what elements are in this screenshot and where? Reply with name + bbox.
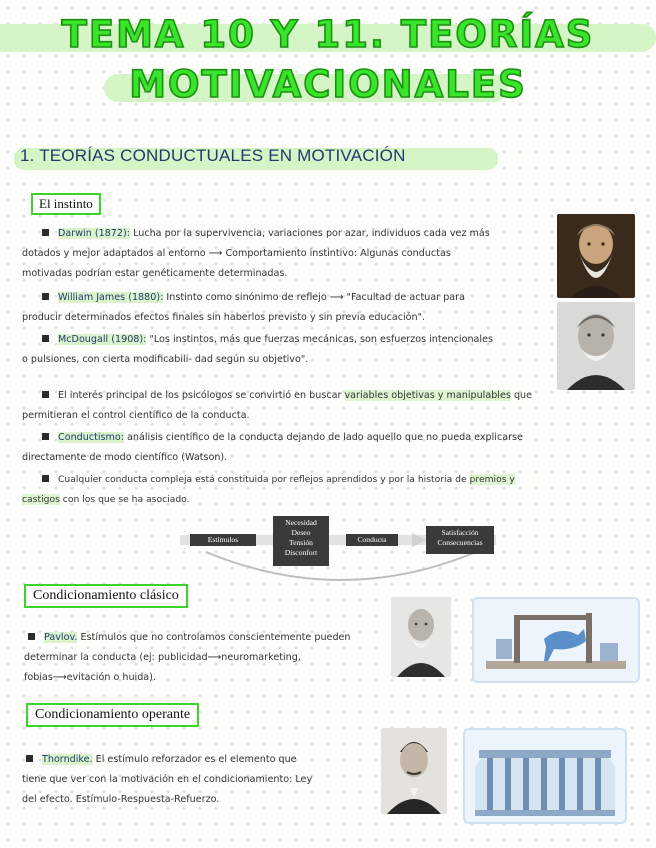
- portrait-mcdougall: [557, 302, 635, 390]
- text-line: permitieran el control científico de la conducta.: [22, 410, 250, 421]
- diagram-line: Disconfort: [284, 548, 318, 557]
- heading-instinto: El instinto: [31, 193, 101, 215]
- heading-clasico: Condicionamiento clásico: [24, 584, 188, 608]
- text-line: "Los instintos, más que fuerzas mecánicas, son esfuerzos intencionales: [149, 334, 493, 345]
- text-line: Estímulos que no controlamos conscientemente pueden: [80, 632, 351, 643]
- text-line: El interés principal de los psicólogos se convirtió en buscar: [58, 390, 345, 401]
- highlight-text: premios y: [469, 474, 515, 485]
- text-line: motivadas podrían estar genéticamente determinadas.: [22, 268, 288, 279]
- item-pavlov: [24, 628, 384, 688]
- section-title: 1. TEORÍAS CONDUCTUALES EN MOTIVACIÓN: [20, 146, 406, 165]
- author-name: Pavlov.: [44, 632, 78, 643]
- page-title-line1: TEMA 10 Y 11. TEORÍAS: [61, 13, 595, 56]
- diagram-line: Deseo: [291, 528, 311, 537]
- author-name: Darwin (1872):: [58, 228, 130, 239]
- portrait-pavlov: [391, 597, 451, 677]
- author-name: McDougall (1908):: [58, 334, 147, 345]
- puzzle-box: [463, 728, 627, 824]
- point-premios: [22, 470, 622, 510]
- heading-operante: Condicionamiento operante: [26, 703, 199, 727]
- diagram-line: Satisfacción: [441, 528, 479, 537]
- point-conductismo: [22, 428, 622, 468]
- item-darwin: [22, 224, 552, 284]
- text-line: fobias⟶evitación o huida).: [24, 672, 156, 683]
- text-line: directamente de modo científico (Watson).: [22, 452, 228, 463]
- bullet-icon: [42, 391, 49, 398]
- text-line: que: [510, 390, 533, 401]
- text-line: o pulsiones, con cierta modificabili- dad según su objetivo".: [22, 354, 309, 365]
- author-name: Thorndike.: [42, 754, 93, 765]
- text-line: El estímulo reforzador es el elemento que: [95, 754, 297, 765]
- diagram-line: Necesidad: [285, 518, 317, 527]
- bullet-icon: [42, 229, 49, 236]
- diagram-line: Tensión: [289, 538, 313, 547]
- text-line: Instinto como sinónimo de reflejo ⟶ "Facultad de actuar para: [166, 292, 465, 303]
- bullet-icon: [42, 293, 49, 300]
- item-thorndike: [22, 750, 362, 810]
- author-name: William James (1880):: [58, 292, 164, 303]
- page-title-line2: MOTIVACIONALES: [129, 63, 527, 106]
- text-line: análisis científico de la conducta dejando de lado aquello que no pueda explicarse: [123, 432, 523, 443]
- highlight-text: variables objetivas y manipulables: [344, 390, 511, 401]
- text-line: determinar la conducta (ej: publicidad⟶neuromarketing,: [24, 652, 301, 663]
- bullet-icon: [42, 335, 49, 342]
- text-line: dotados y mejor adaptados al entorno ⟶ Comportamiento instintivo: Algunas conductas: [22, 248, 451, 259]
- point-variables: [22, 386, 622, 426]
- text-line: con los que se ha asociado.: [59, 494, 190, 505]
- text-line: producir determinados efectos finales sin haberlos previsto y sin previa educación".: [22, 312, 426, 323]
- highlight-text: castigos: [22, 494, 60, 505]
- portrait-darwin: [557, 214, 635, 298]
- diagram-box-satisfaccion: [426, 526, 494, 554]
- bullet-icon: [26, 755, 33, 762]
- text-line: Lucha por la supervivencia, variaciones por azar, individuos cada vez más: [133, 228, 490, 239]
- diagram-box-necesidad: [273, 516, 329, 566]
- bullet-icon: [28, 633, 35, 640]
- text-line: Cualquier conducta compleja está constituida por reflejos aprendidos y por la historia de: [58, 474, 470, 485]
- text-line: tiene que ver con la motivación en el condicionamiento: Ley: [22, 774, 313, 785]
- diagram-box-estimulos: Estímulos: [190, 534, 256, 546]
- diagram-box-conducta: Conducta: [346, 534, 398, 546]
- bullet-icon: [42, 475, 49, 482]
- motivation-diagram: [176, 512, 506, 582]
- item-mcdougall: [22, 330, 552, 370]
- concept-name: Conductismo:: [58, 432, 124, 443]
- diagram-line: Consecuencias: [437, 538, 483, 547]
- bullet-icon: [42, 433, 49, 440]
- pavlov-apparatus: [472, 597, 640, 683]
- portrait-thorndike: [381, 728, 447, 814]
- text-line: del efecto. Estímulo-Respuesta-Refuerzo.: [22, 794, 220, 805]
- item-william-james: [22, 288, 552, 328]
